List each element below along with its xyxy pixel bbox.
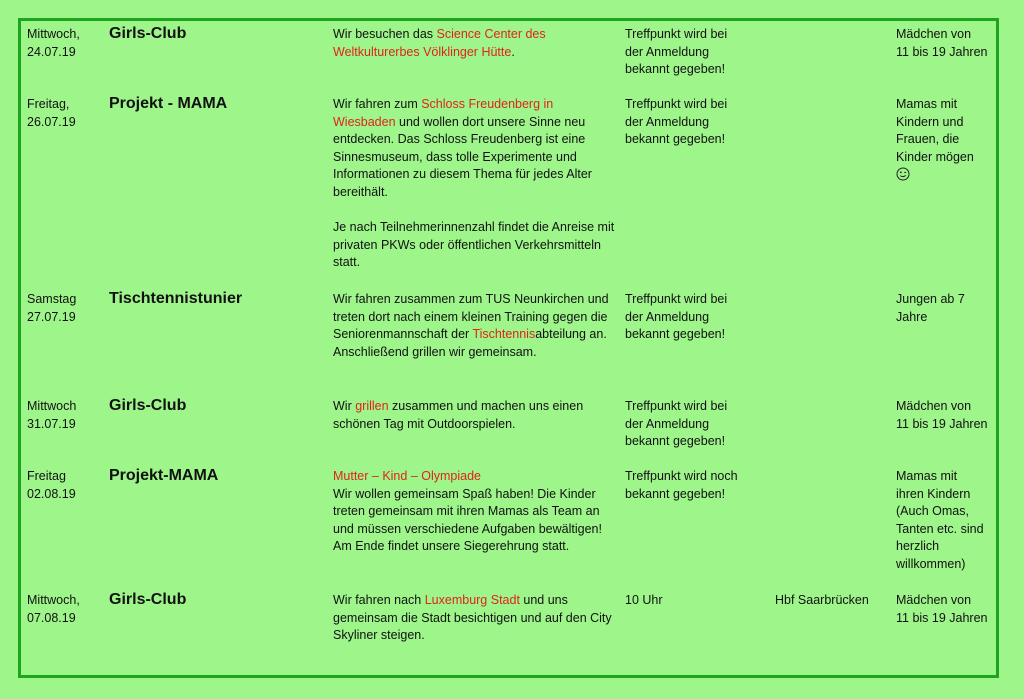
text-line: (Auch Omas,: [896, 504, 969, 519]
text-line: Mittwoch,: [27, 593, 80, 607]
event-date: [27, 468, 107, 503]
text-line: Frauen, die: [896, 132, 960, 147]
description-text: Wir fahren nach: [333, 593, 425, 607]
description-heading: Mutter – Kind – Olympiade: [333, 469, 481, 483]
event-description: [333, 398, 618, 433]
event-title: Tischtennistunier: [109, 290, 243, 307]
text-line: 27.07.19: [27, 309, 76, 324]
event-target-group: [896, 592, 996, 627]
text-line: Kinder mögen: [896, 149, 974, 164]
text-line: Treffpunkt wird bei: [625, 292, 728, 306]
text-line: 31.07.19: [27, 416, 76, 431]
text-line: Mädchen von: [896, 399, 972, 413]
event-description: [333, 468, 618, 556]
text-line: 11 bis 19 Jahren: [896, 44, 988, 59]
text-line: der Anmeldung: [625, 44, 710, 59]
text-line: Mittwoch: [27, 399, 77, 413]
event-date: [27, 26, 107, 61]
description-text: und wollen dort unsere Sinne neu entdecken. Das Schloss Freudenberg ist eine Sinnesmuseum, dass tolle Experimente und Informationen zu diesem Thema für jedes Alter bereithält.: [333, 114, 592, 199]
event-description: [333, 592, 618, 645]
text-line: herzlich: [896, 539, 940, 554]
text-line: Mamas mit: [896, 469, 958, 483]
event-meeting-point: [625, 291, 765, 344]
text-line: der Anmeldung: [625, 309, 710, 324]
event-title: Projekt-MAMA: [109, 467, 219, 484]
text-line: bekannt gegeben!: [625, 486, 726, 501]
text-line: Treffpunkt wird bei: [625, 97, 728, 111]
event-date: [27, 96, 107, 131]
text-line: Treffpunkt wird bei: [625, 399, 728, 413]
event-description: [333, 96, 618, 272]
event-target-group: [896, 291, 996, 326]
text-line: 11 bis 19 Jahren: [896, 416, 988, 431]
text-line: Mädchen von: [896, 593, 972, 607]
event-meeting-point: [625, 96, 765, 149]
text-line: Mittwoch,: [27, 27, 80, 41]
text-line: Mamas mit: [896, 97, 958, 111]
highlighted-text: Luxemburg Stadt: [424, 593, 520, 607]
text-line: 02.08.19: [27, 486, 76, 501]
description-text: abteilung an. Anschließend grillen wir gemeinsam.: [333, 327, 607, 359]
event-description: [333, 291, 618, 361]
text-line: bekannt gegeben!: [625, 434, 726, 449]
text-line: Freitag,: [27, 97, 70, 111]
text-line: der Anmeldung: [625, 416, 710, 431]
event-date: [27, 291, 107, 326]
description-text: zusammen und machen uns einen schönen Tag mit Outdoorspielen.: [333, 399, 584, 431]
event-meeting-point: [625, 398, 765, 451]
description-text: .: [511, 44, 515, 59]
text-line: 24.07.19: [27, 44, 76, 59]
event-meeting-point: [625, 468, 765, 503]
winking-smiley-icon: [896, 167, 910, 181]
description-extra: Je nach Teilnehmerinnenzahl findet die Anreise mit privaten PKWs oder öffentlichen Verkehrsmitteln statt.: [333, 220, 615, 270]
description-text: und uns gemeinsam die Stadt besichtigen und auf den City Skyliner steigen.: [333, 593, 612, 643]
text-line: 11 bis 19 Jahren: [896, 610, 988, 625]
description-text: Wir fahren zusammen zum TUS Neunkirchen und treten dort nach einem kleinen Training gegen die Seniorenmannschaft der: [333, 292, 609, 342]
event-title: Girls-Club: [109, 591, 187, 608]
event-meeting-point: [625, 26, 765, 79]
text-line: ihren Kindern: [896, 486, 971, 501]
text-line: 07.08.19: [27, 610, 76, 625]
event-date: [27, 398, 107, 433]
text-line: bekannt gegeben!: [625, 132, 726, 147]
highlighted-text: Tischtennis: [472, 327, 536, 342]
description-text: Wir fahren zum: [333, 97, 422, 111]
text-line: Jungen ab 7: [896, 292, 965, 306]
text-line: bekannt gegeben!: [625, 62, 726, 77]
highlighted-text: Science Center des Weltkulturerbes Völklinger Hütte: [333, 27, 546, 59]
event-place: Hbf Saarbrücken: [775, 593, 869, 607]
text-line: der Anmeldung: [625, 114, 710, 129]
text-line: Treffpunkt wird noch: [625, 469, 738, 483]
text-line: Samstag: [27, 292, 77, 306]
highlighted-text: grillen: [355, 399, 389, 413]
text-line: willkommen): [896, 556, 966, 571]
text-line: Mädchen von: [896, 27, 972, 41]
description-text: Wir wollen gemeinsam Spaß haben! Die Kinder treten gemeinsam mit ihren Mamas als Team an und müssen verschiedene Aufgaben bewältigen! Am Ende findet unsere Siegerehrung statt.: [333, 486, 602, 554]
text-line: Freitag: [27, 469, 66, 483]
event-description: [333, 26, 618, 61]
text-line: 10 Uhr: [625, 593, 663, 607]
event-target-group: [896, 398, 996, 433]
text-line: Treffpunkt wird bei: [625, 27, 728, 41]
description-text: Wir: [333, 399, 356, 413]
text-line: 26.07.19: [27, 114, 76, 129]
text-line: Tanten etc. sind: [896, 521, 984, 536]
event-title: Girls-Club: [109, 25, 187, 42]
event-date: [27, 592, 107, 627]
description-text: Wir besuchen das: [333, 27, 437, 41]
event-title: Projekt - MAMA: [109, 95, 228, 112]
event-meeting-point: [625, 592, 765, 610]
text-line: Kindern und: [896, 114, 964, 129]
highlighted-text: Schloss Freudenberg in Wiesbaden: [333, 97, 554, 129]
text-line: bekannt gegeben!: [625, 327, 726, 342]
event-title: Girls-Club: [109, 397, 187, 414]
event-target-group: [896, 468, 996, 574]
event-target-group: [896, 26, 996, 61]
event-target-group: [896, 96, 996, 184]
text-line: Jahre: [896, 309, 928, 324]
